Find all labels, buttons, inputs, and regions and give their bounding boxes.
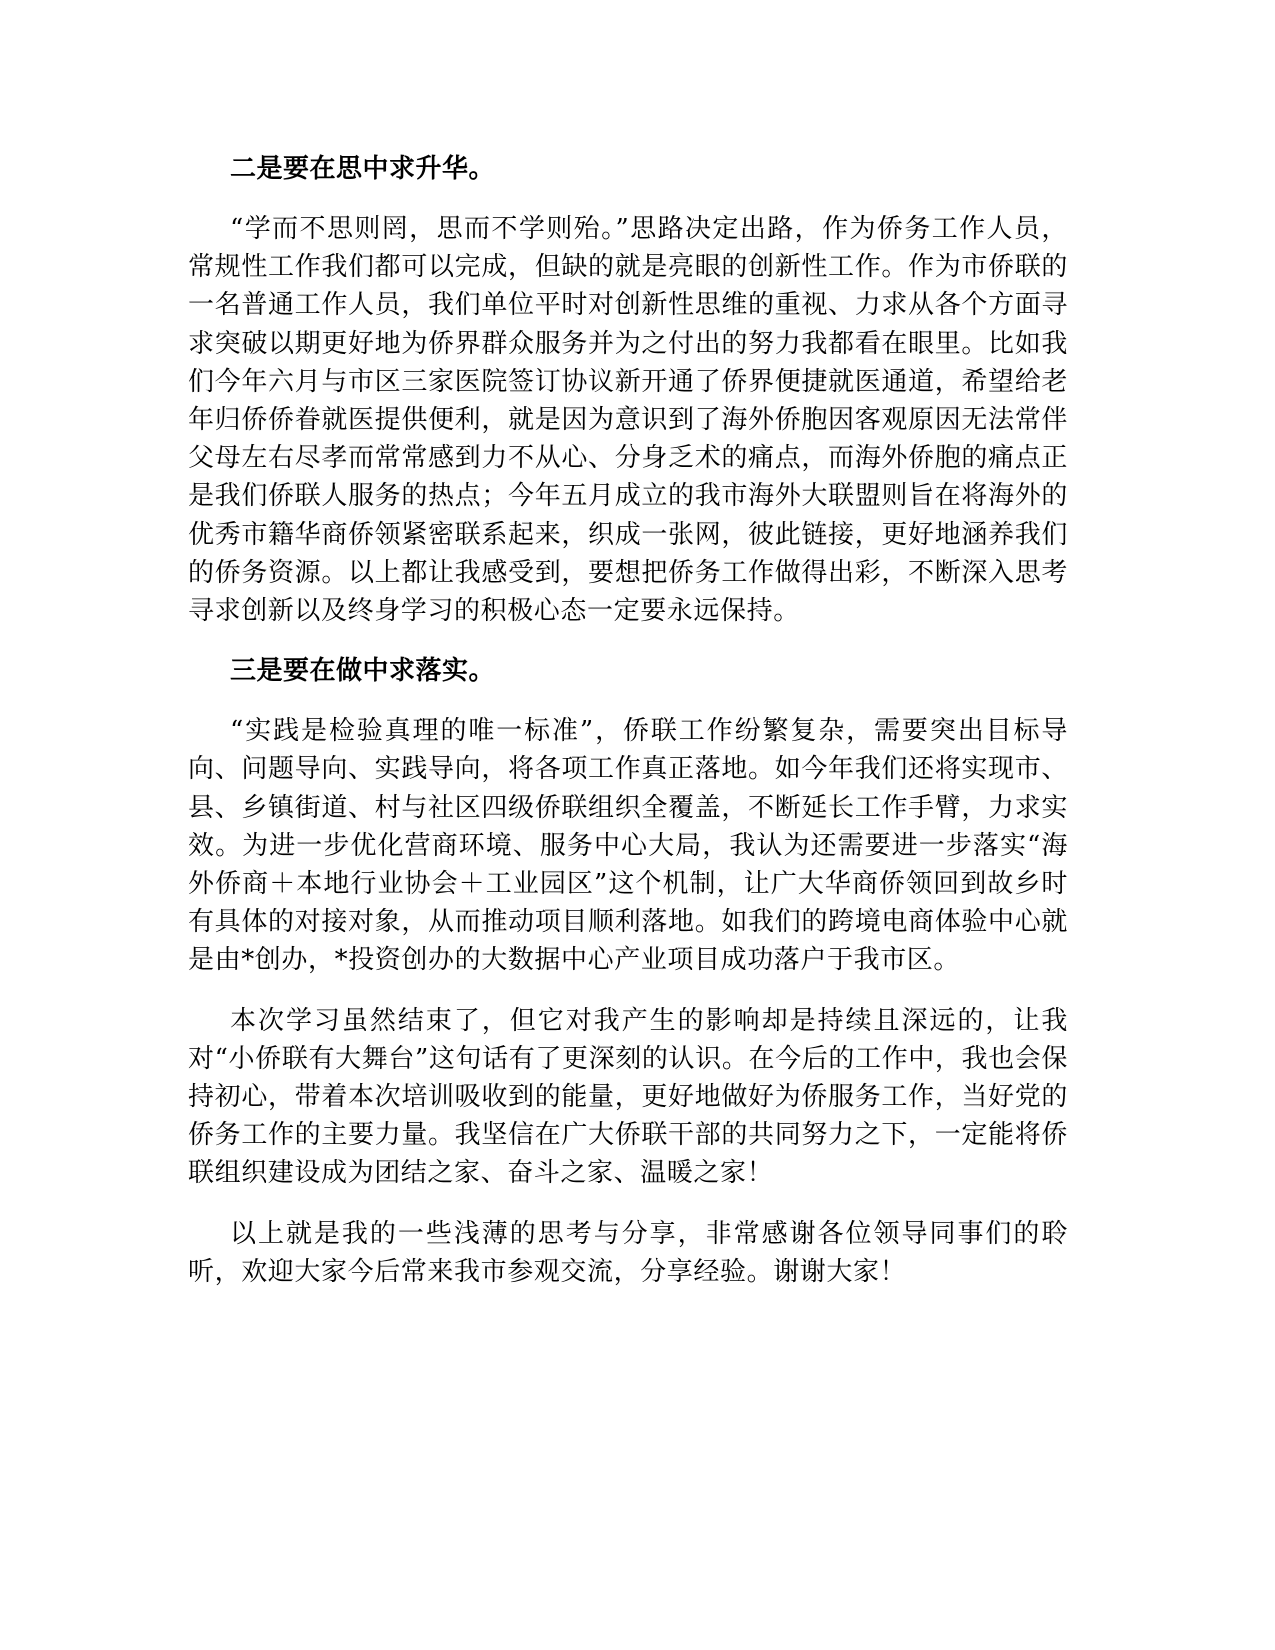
- document-body: [188, 150, 1068, 1313]
- section-paragraph-2: “学而不思则罔，思而不学则殆。”思路决定出路，作为侨务工作人员，常规性工作我们都可以完成，但缺的就是亮眼的创新性工作。作为市侨联的一名普通工作人员，我们单位平时对创新性思维的重视、力求从各个方面寻求突破以期更好地为侨界群众服务并为之付出的努力我都看在眼里。比如我们今年六月与市区三家医院签订协议新开通了侨界便捷就医通道，希望给老年归侨侨眷就医提供便利，就是因为意识到了海外侨胞因客观原因无法常伴父母左右尽孝而常常感到力不从心、分身乏术的痛点，而海外侨胞的痛点正是我们侨联人服务的热点；今年五月成立的我市海外大联盟则旨在将海外的优秀市籍华商侨领紧密联系起来，织成一张网，彼此链接，更好地涵养我们的侨务资源。以上都让我感受到，要想把侨务工作做得出彩，不断深入思考寻求创新以及终身学习的积极心态一定要永远保持。: [188, 214, 1068, 627]
- closing-paragraph-1: 本次学习虽然结束了，但它对我产生的影响却是持续且深远的，让我对“小侨联有大舞台”这句话有了更深刻的认识。在今后的工作中，我也会保持初心，带着本次培训吸收到的能量，更好地做好为侨服务工作，当好党的侨务工作的主要力量。我坚信在广大侨联干部的共同努力之下，一定能将侨联组织建设成为团结之家、奋斗之家、温暖之家！: [188, 1005, 1068, 1189]
- section-heading-3: 三是要在做中求落实。: [230, 656, 496, 687]
- section-paragraph-3: “实践是检验真理的唯一标准”，侨联工作纷繁复杂，需要突出目标导向、问题导向、实践导向，将各项工作真正落地。如今年我们还将实现市、县、乡镇街道、村与社区四级侨联组织全覆盖，不断延长工作手臂，力求实效。为进一步优化营商环境、服务中心大局，我认为还需要进一步落实“海外侨商＋本地行业协会＋工业园区”这个机制，让广大华商侨领回到故乡时有具体的对接对象，从而推动项目顺利落地。如我们的跨境电商体验中心就是由*创办，*投资创办的大数据中心产业项目成功落户于我市区。: [188, 716, 1068, 976]
- section-heading-2: 二是要在思中求升华。: [230, 154, 496, 184]
- closing-paragraph-2: 以上就是我的一些浅薄的思考与分享，非常感谢各位领导同事们的聆听，欢迎大家今后常来我市参观交流，分享经验。谢谢大家！: [188, 1218, 1068, 1287]
